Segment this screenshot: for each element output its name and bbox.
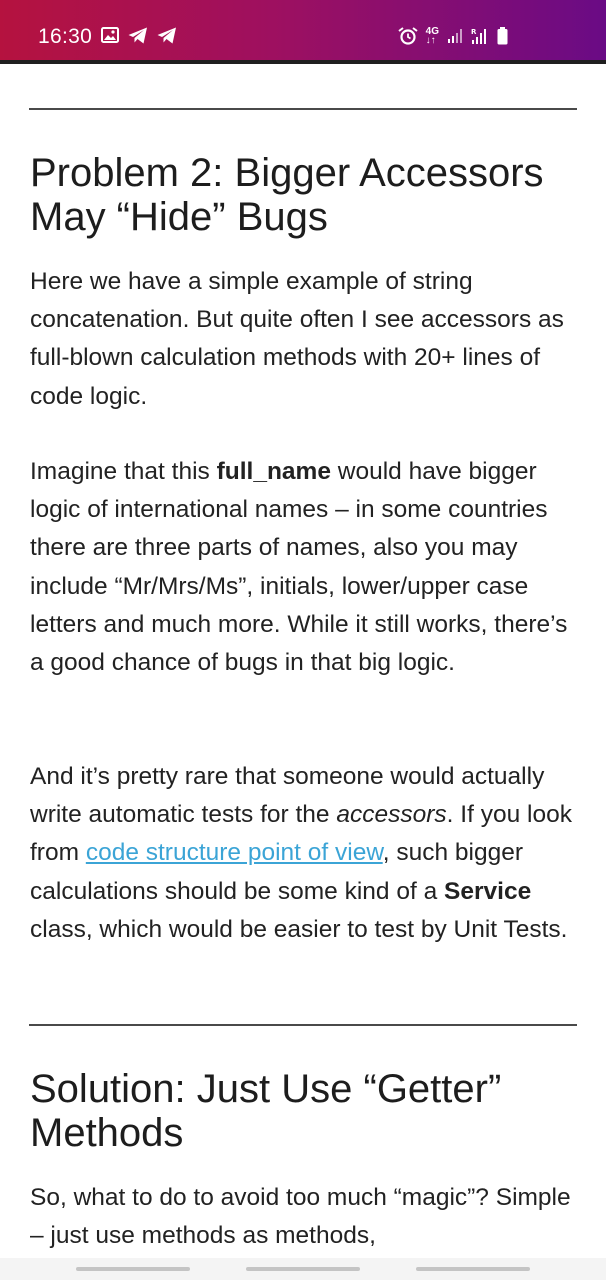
paragraph-text: would have bigger logic of international names – in some countries there are three parts of names, also you may include “Mr/Mrs/Ms”, initials, lower/upper case letters and much more. While it still works, there’s a good chance of bugs in that big logic. xyxy=(30,458,568,677)
4g-data-icon: 4G ↓↑ xyxy=(425,26,439,46)
code-term-full-name: full_name xyxy=(216,458,331,485)
paragraph-text: And it’s pretty rare that someone would actually write automatic tests for the xyxy=(30,763,545,829)
section-divider-bottom xyxy=(29,1024,577,1026)
gallery-icon xyxy=(101,27,119,43)
telegram-icon xyxy=(128,27,148,44)
term-service: Service xyxy=(444,877,532,905)
svg-text:R: R xyxy=(471,28,477,36)
home-button[interactable] xyxy=(246,1267,360,1271)
notification-icons xyxy=(101,27,177,44)
recent-apps-button[interactable] xyxy=(76,1267,190,1271)
emphasis-accessors: accessors xyxy=(336,801,447,829)
paragraph-text: class, which would be easier to test by Unit Tests. xyxy=(30,915,568,943)
signal-roaming-icon xyxy=(471,27,489,45)
paragraph-text: , such bigger calculations should be some kind of a xyxy=(30,839,523,905)
paragraph-automatic-tests xyxy=(30,758,582,949)
paragraph-accessor-example: Here we have a simple example of string concatenation. But quite often I see accessors as full-blown calculation methods with 20+ lines of code logic. xyxy=(30,268,564,410)
telegram-icon xyxy=(157,27,177,44)
signal-icon xyxy=(447,28,463,44)
status-time: 16:30 xyxy=(38,25,93,48)
alarm-icon xyxy=(398,27,418,45)
navigation-bar xyxy=(0,1258,606,1280)
back-button[interactable] xyxy=(416,1267,530,1271)
network-type-label: 4G xyxy=(425,26,439,37)
paragraph-full-name-logic xyxy=(30,453,582,682)
code-structure-link[interactable]: code structure point of view xyxy=(85,839,383,867)
system-icons xyxy=(398,27,508,45)
section-heading-solution: Solution: Just Use “Getter” Methods xyxy=(30,1067,502,1155)
paragraph-text: . If you look from xyxy=(30,801,572,867)
section-divider-top xyxy=(29,108,577,110)
paragraph-solution-intro: So, what to do to avoid too much “magic”? Simple – just use methods as methods, xyxy=(30,1184,571,1250)
status-bar xyxy=(0,0,606,64)
paragraph-text: Imagine that this xyxy=(30,458,217,485)
battery-icon xyxy=(497,27,508,45)
section-heading-problem-2: Problem 2: Bigger Accessors May “Hide” Bugs xyxy=(30,151,544,239)
